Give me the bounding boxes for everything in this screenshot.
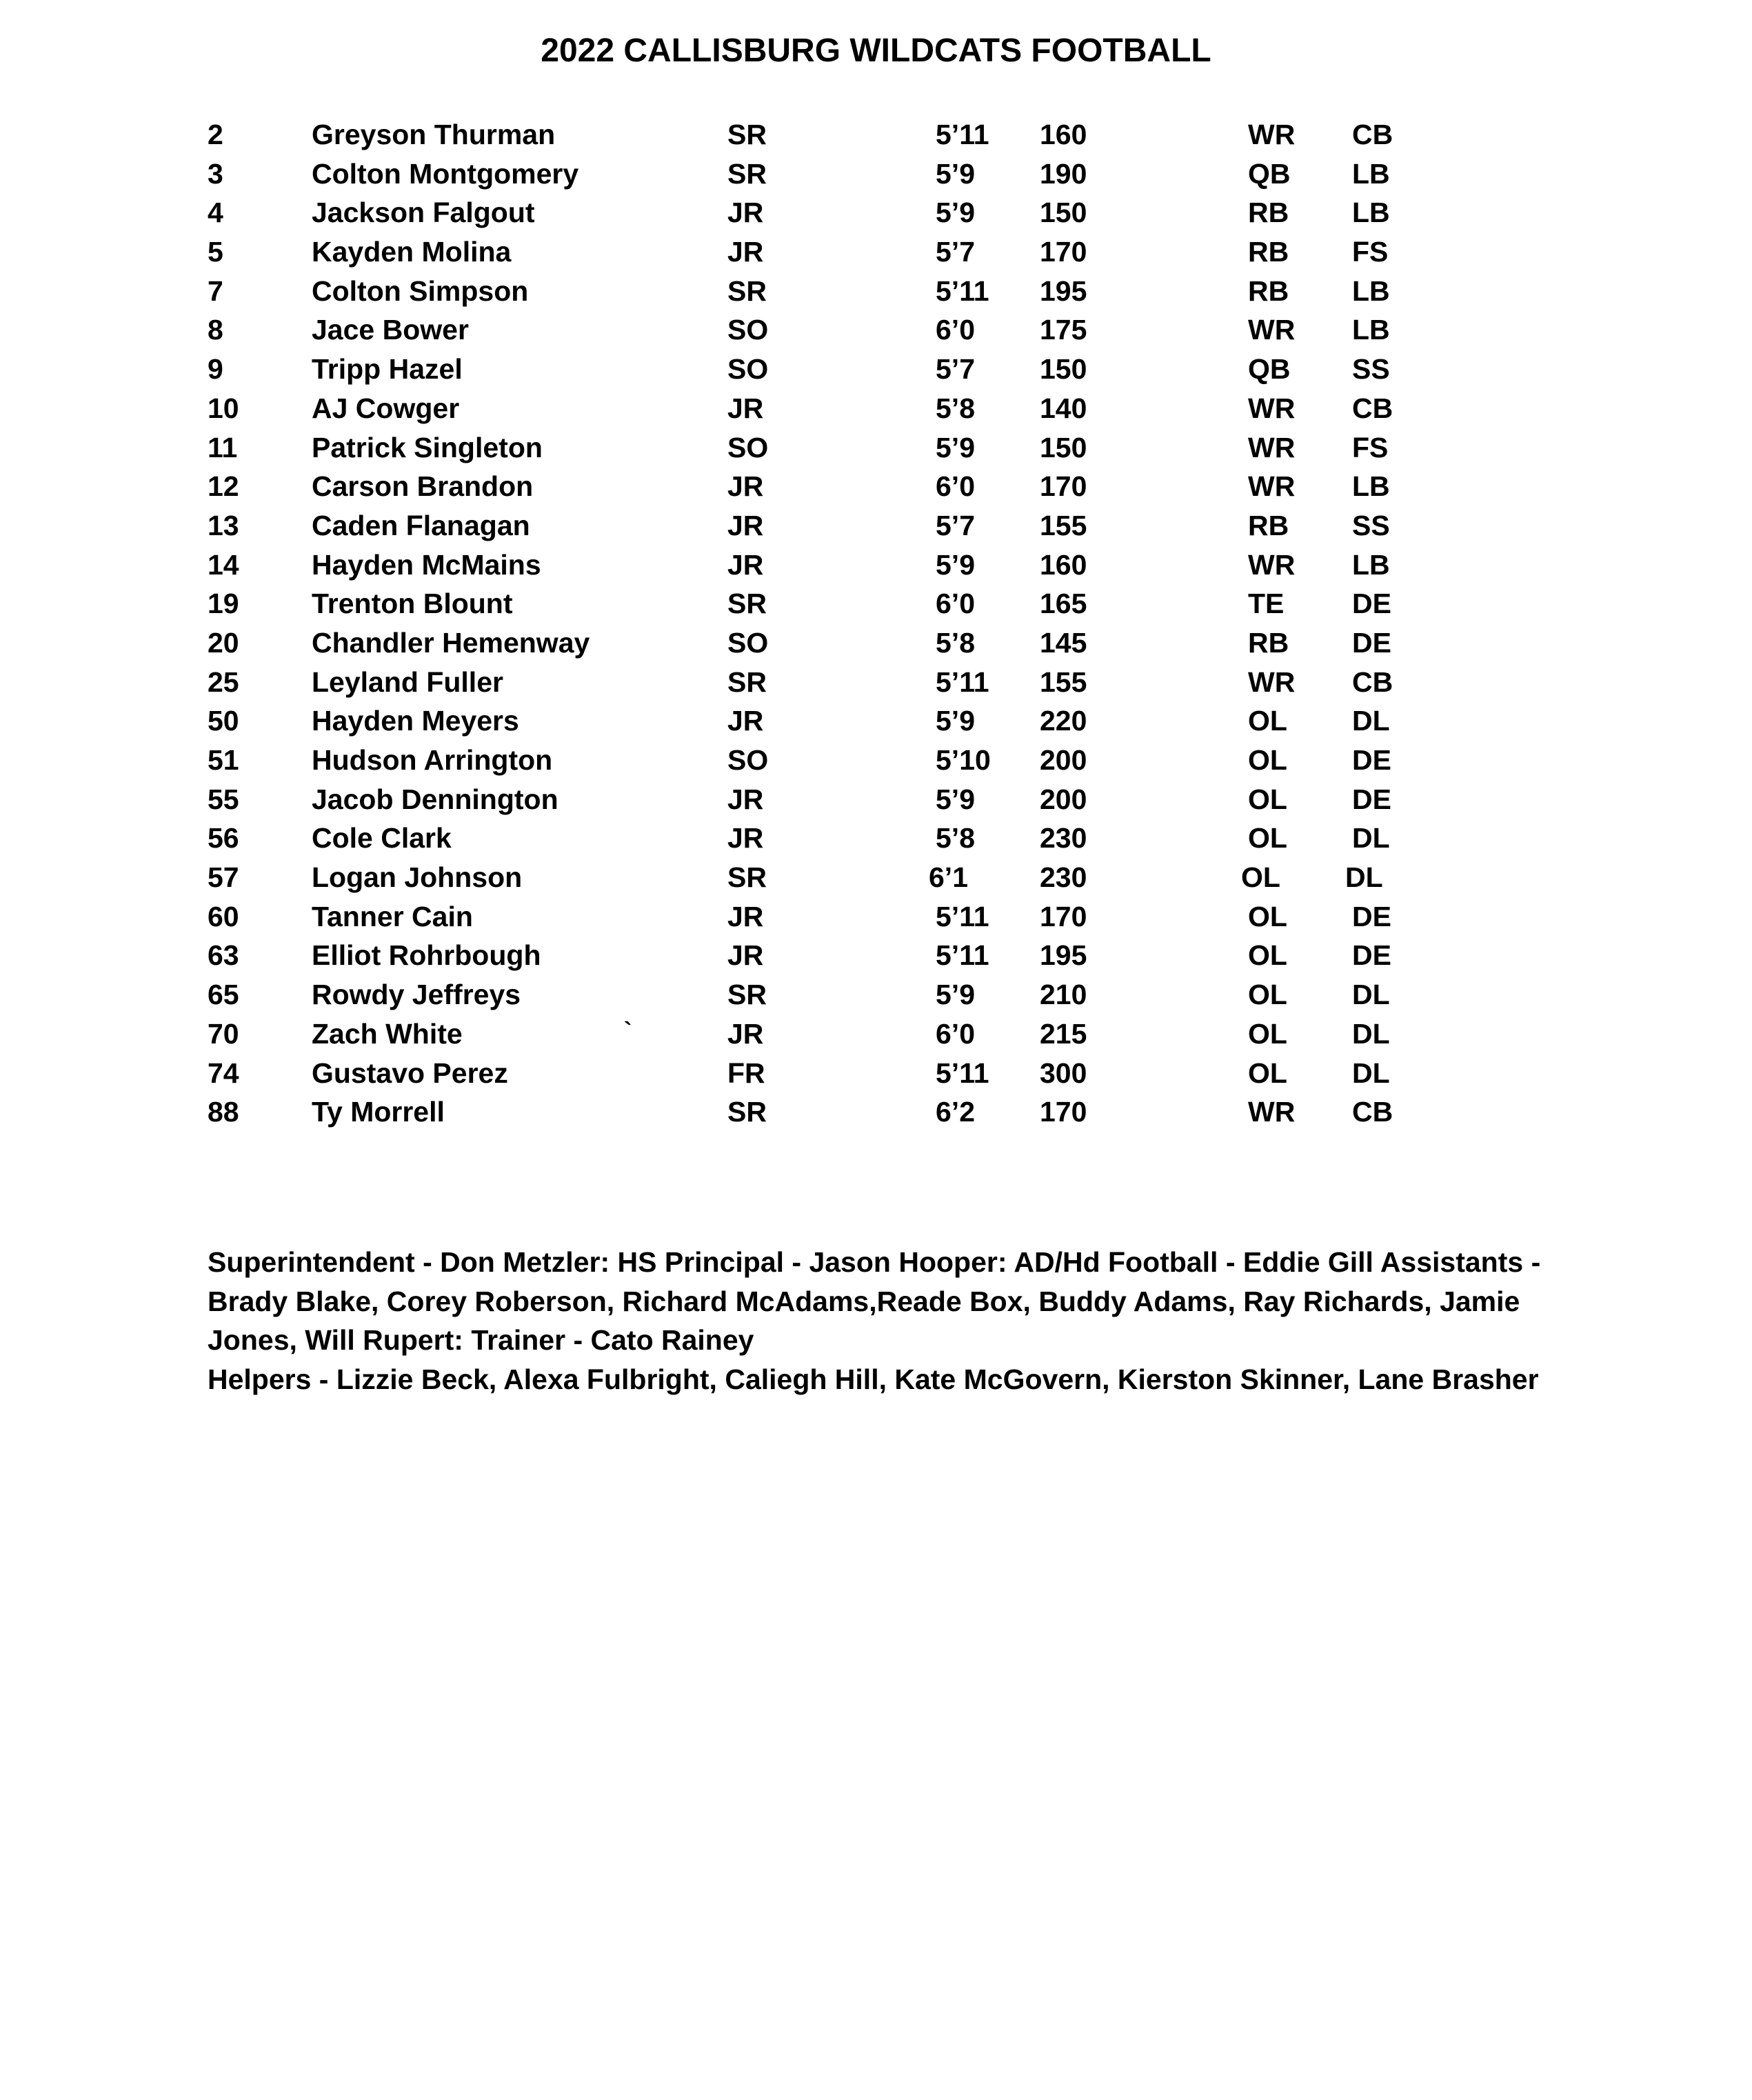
- player-number: 4: [208, 197, 223, 229]
- player-height: 5’9: [936, 548, 975, 581]
- roster-row: [208, 467, 1587, 506]
- player-class: JR: [727, 470, 764, 503]
- player-offense-position: OL: [1248, 744, 1287, 776]
- player-offense-position: OL: [1248, 783, 1287, 815]
- roster-row: [208, 897, 1587, 937]
- staff-credits: [208, 1243, 1559, 1399]
- roster-row: [208, 584, 1587, 623]
- player-weight: 145: [1040, 626, 1087, 659]
- player-defense-position: DL: [1352, 1057, 1390, 1089]
- player-defense-position: SS: [1352, 509, 1390, 541]
- player-defense-position: DE: [1352, 626, 1391, 659]
- player-defense-position: FS: [1352, 236, 1389, 268]
- player-number: 25: [208, 666, 239, 698]
- player-name: Elliot Rohrbough: [312, 939, 541, 972]
- player-number: 14: [208, 548, 239, 581]
- player-defense-position: CB: [1352, 666, 1393, 698]
- player-number: 50: [208, 705, 239, 737]
- player-defense-position: LB: [1352, 197, 1390, 229]
- player-height: 5’11: [936, 119, 989, 150]
- roster-row: [208, 1092, 1587, 1132]
- roster-row: [208, 741, 1587, 780]
- player-number: 70: [208, 1017, 239, 1050]
- player-offense-position: OL: [1248, 979, 1287, 1011]
- roster-row: [208, 389, 1587, 428]
- player-name: Logan Johnson: [312, 861, 523, 894]
- player-defense-position: CB: [1352, 392, 1393, 424]
- player-class: SR: [727, 588, 767, 620]
- player-defense-position: LB: [1352, 470, 1390, 503]
- player-weight: 165: [1040, 588, 1087, 620]
- player-number: 3: [208, 157, 223, 190]
- player-height: 6’0: [936, 1017, 975, 1050]
- player-offense-position: OL: [1248, 705, 1287, 737]
- player-defense-position: CB: [1352, 1096, 1393, 1128]
- roster-row: [208, 975, 1587, 1014]
- player-class: JR: [727, 236, 764, 268]
- roster-row: [208, 936, 1587, 975]
- player-name: Leyland Fuller: [312, 666, 503, 698]
- staff-helpers: Helpers - Lizzie Beck, Alexa Fulbright, Caliegh Hill, Kate McGovern, Kierston Skinner, Lane Brasher: [208, 1363, 1539, 1396]
- player-offense-position: RB: [1248, 274, 1289, 307]
- player-defense-position: DE: [1352, 783, 1391, 815]
- roster-row: [208, 506, 1587, 546]
- player-weight: 150: [1040, 431, 1087, 463]
- player-offense-position: WR: [1248, 666, 1296, 698]
- player-weight: 170: [1040, 900, 1087, 932]
- player-weight: 140: [1040, 392, 1087, 424]
- player-height: 5’7: [936, 353, 975, 386]
- player-number: 88: [208, 1096, 239, 1128]
- player-offense-position: QB: [1248, 353, 1291, 386]
- player-number: 2: [208, 119, 223, 150]
- player-class: JR: [727, 509, 764, 541]
- player-height: 5’9: [936, 979, 975, 1011]
- player-number: 9: [208, 353, 223, 386]
- player-height: 5’8: [936, 822, 975, 854]
- player-height: 6’2: [936, 1096, 975, 1128]
- player-class: JR: [727, 705, 764, 737]
- player-name: Jacob Dennington: [312, 783, 558, 815]
- player-offense-position: OL: [1241, 861, 1280, 894]
- player-class: JR: [727, 197, 764, 229]
- player-height: 5’9: [936, 705, 975, 737]
- player-defense-position: LB: [1352, 548, 1390, 581]
- player-number: 19: [208, 588, 239, 620]
- player-defense-position: LB: [1352, 274, 1390, 307]
- player-name: Caden Flanagan: [312, 509, 530, 541]
- player-defense-position: SS: [1352, 353, 1390, 386]
- player-offense-position: OL: [1248, 939, 1287, 972]
- player-class: SO: [727, 744, 769, 776]
- player-number: 13: [208, 509, 239, 541]
- player-name: Hudson Arrington: [312, 744, 553, 776]
- player-defense-position: DE: [1352, 744, 1391, 776]
- player-number: 63: [208, 939, 239, 972]
- player-name: Hayden McMains: [312, 548, 541, 581]
- player-offense-position: WR: [1248, 119, 1296, 150]
- roster-row: [208, 115, 1587, 154]
- player-offense-position: RB: [1248, 626, 1289, 659]
- player-number: 55: [208, 783, 239, 815]
- player-weight: 200: [1040, 783, 1087, 815]
- player-name: Rowdy Jeffreys: [312, 979, 521, 1011]
- player-height: 5’9: [936, 197, 975, 229]
- player-class: SR: [727, 157, 767, 190]
- player-number: 7: [208, 274, 223, 307]
- player-offense-position: QB: [1248, 157, 1291, 190]
- player-number: 65: [208, 979, 239, 1011]
- player-offense-position: WR: [1248, 431, 1296, 463]
- roster-row: [208, 350, 1587, 389]
- player-name: Gustavo Perez: [312, 1057, 508, 1089]
- staff-administration-and-coaches: Superintendent - Don Metzler: HS Principal - Jason Hooper: AD/Hd Football - Eddie Gill Assistants - Brady Blake, Corey Roberson, Richard McAdams,Reade Box, Buddy Adams, Ray Richards, Jamie Jones, Will Rupert: Trainer - Cato Rainey: [208, 1246, 1541, 1357]
- player-defense-position: LB: [1352, 314, 1390, 346]
- player-weight: 175: [1040, 314, 1087, 346]
- player-defense-position: LB: [1352, 157, 1390, 190]
- player-name: Jace Bower: [312, 314, 469, 346]
- roster-row: [208, 428, 1587, 468]
- player-offense-position: OL: [1248, 822, 1287, 854]
- player-weight: 170: [1040, 470, 1087, 503]
- player-number: 74: [208, 1057, 239, 1089]
- player-class: SO: [727, 626, 769, 659]
- player-defense-position: CB: [1352, 119, 1393, 150]
- player-class: JR: [727, 548, 764, 581]
- player-defense-position: DE: [1352, 939, 1391, 972]
- player-height: 5’11: [936, 1057, 989, 1089]
- player-defense-position: FS: [1352, 431, 1389, 463]
- player-class: SO: [727, 353, 769, 386]
- player-class: SR: [727, 666, 767, 698]
- player-weight: 190: [1040, 157, 1087, 190]
- player-defense-position: DL: [1345, 861, 1383, 894]
- player-name: Hayden Meyers: [312, 705, 519, 737]
- player-defense-position: DE: [1352, 588, 1391, 620]
- player-class: JR: [727, 939, 764, 972]
- player-weight: 170: [1040, 1096, 1087, 1128]
- player-defense-position: DL: [1352, 822, 1390, 854]
- player-name: Ty Morrell: [312, 1096, 445, 1128]
- player-number: 8: [208, 314, 223, 346]
- player-weight: 150: [1040, 353, 1087, 386]
- player-defense-position: DL: [1352, 1017, 1390, 1050]
- roster-row: [208, 1014, 1587, 1054]
- player-class: SR: [727, 274, 767, 307]
- player-number: 10: [208, 392, 239, 424]
- player-weight: 160: [1040, 548, 1087, 581]
- player-name: Jackson Falgout: [312, 197, 535, 229]
- player-name: Carson Brandon: [312, 470, 534, 503]
- player-weight: 215: [1040, 1017, 1087, 1050]
- stray-backtick-mark: `: [624, 1018, 632, 1044]
- player-number: 5: [208, 236, 223, 268]
- player-class: SO: [727, 314, 769, 346]
- player-offense-position: TE: [1248, 588, 1285, 620]
- player-name: AJ Cowger: [312, 392, 460, 424]
- roster-table: [208, 115, 1587, 1132]
- player-weight: 195: [1040, 939, 1087, 972]
- player-class: SR: [727, 861, 767, 894]
- player-height: 5’11: [936, 666, 989, 698]
- player-offense-position: WR: [1248, 470, 1296, 503]
- player-name: Patrick Singleton: [312, 431, 543, 463]
- player-name: Kayden Molina: [312, 236, 512, 268]
- player-name: Colton Montgomery: [312, 157, 579, 190]
- player-height: 6’0: [936, 588, 975, 620]
- roster-row: [208, 663, 1587, 702]
- player-offense-position: WR: [1248, 1096, 1296, 1128]
- player-class: JR: [727, 392, 764, 424]
- player-class: SR: [727, 979, 767, 1011]
- player-name: Zach White: [312, 1017, 463, 1050]
- player-weight: 150: [1040, 197, 1087, 229]
- player-height: 5’11: [936, 939, 989, 972]
- player-offense-position: RB: [1248, 509, 1289, 541]
- player-class: SR: [727, 1096, 767, 1128]
- player-height: 5’8: [936, 392, 975, 424]
- player-weight: 230: [1040, 822, 1087, 854]
- player-offense-position: WR: [1248, 314, 1296, 346]
- player-number: 11: [208, 431, 238, 463]
- player-height: 5’11: [936, 274, 989, 307]
- player-class: JR: [727, 1017, 764, 1050]
- player-weight: 200: [1040, 744, 1087, 776]
- player-height: 5’8: [936, 626, 975, 659]
- player-height: 6’0: [936, 314, 975, 346]
- player-offense-position: RB: [1248, 236, 1289, 268]
- player-defense-position: DL: [1352, 979, 1390, 1011]
- player-weight: 230: [1040, 861, 1087, 894]
- player-offense-position: RB: [1248, 197, 1289, 229]
- player-number: 12: [208, 470, 239, 503]
- player-weight: 300: [1040, 1057, 1087, 1089]
- player-number: 20: [208, 626, 239, 659]
- player-defense-position: DL: [1352, 705, 1390, 737]
- player-height: 5’7: [936, 236, 975, 268]
- roster-row: [208, 858, 1587, 897]
- player-offense-position: OL: [1248, 1017, 1287, 1050]
- player-height: 5’10: [936, 744, 991, 776]
- player-weight: 210: [1040, 979, 1087, 1011]
- player-number: 51: [208, 744, 239, 776]
- player-number: 56: [208, 822, 239, 854]
- roster-row: [208, 272, 1587, 311]
- player-name: Tanner Cain: [312, 900, 473, 932]
- player-height: 6’1: [929, 861, 968, 894]
- roster-row: [208, 701, 1587, 741]
- roster-row: [208, 154, 1587, 194]
- player-height: 5’7: [936, 509, 975, 541]
- player-name: Tripp Hazel: [312, 353, 463, 386]
- roster-row: [208, 310, 1587, 350]
- player-offense-position: WR: [1248, 392, 1296, 424]
- player-offense-position: OL: [1248, 900, 1287, 932]
- player-name: Cole Clark: [312, 822, 452, 854]
- player-weight: 160: [1040, 119, 1087, 150]
- player-class: JR: [727, 900, 764, 932]
- player-weight: 155: [1040, 509, 1087, 541]
- roster-row: [208, 193, 1587, 232]
- player-weight: 195: [1040, 274, 1087, 307]
- page-title: 2022 CALLISBURG WILDCATS FOOTBALL: [541, 32, 1211, 69]
- player-weight: 155: [1040, 666, 1087, 698]
- roster-row: [208, 232, 1587, 272]
- player-name: Trenton Blount: [312, 588, 513, 620]
- player-weight: 220: [1040, 705, 1087, 737]
- player-height: 5’9: [936, 783, 975, 815]
- roster-row: [208, 1054, 1587, 1093]
- player-offense-position: WR: [1248, 548, 1296, 581]
- player-height: 5’9: [936, 157, 975, 190]
- player-class: JR: [727, 822, 764, 854]
- player-weight: 170: [1040, 236, 1087, 268]
- player-name: Colton Simpson: [312, 274, 529, 307]
- player-name: Greyson Thurman: [312, 119, 556, 150]
- roster-row: [208, 623, 1587, 663]
- player-height: 5’9: [936, 431, 975, 463]
- roster-row: [208, 819, 1587, 858]
- player-class: JR: [727, 783, 764, 815]
- roster-row: [208, 546, 1587, 585]
- roster-row: [208, 780, 1587, 819]
- player-height: 5’11: [936, 900, 989, 932]
- player-class: SR: [727, 119, 767, 150]
- player-class: FR: [727, 1057, 765, 1089]
- player-height: 6’0: [936, 470, 975, 503]
- player-offense-position: OL: [1248, 1057, 1287, 1089]
- player-number: 60: [208, 900, 239, 932]
- player-number: 57: [208, 861, 239, 894]
- player-class: SO: [727, 431, 769, 463]
- player-defense-position: DE: [1352, 900, 1391, 932]
- player-name: Chandler Hemenway: [312, 626, 590, 659]
